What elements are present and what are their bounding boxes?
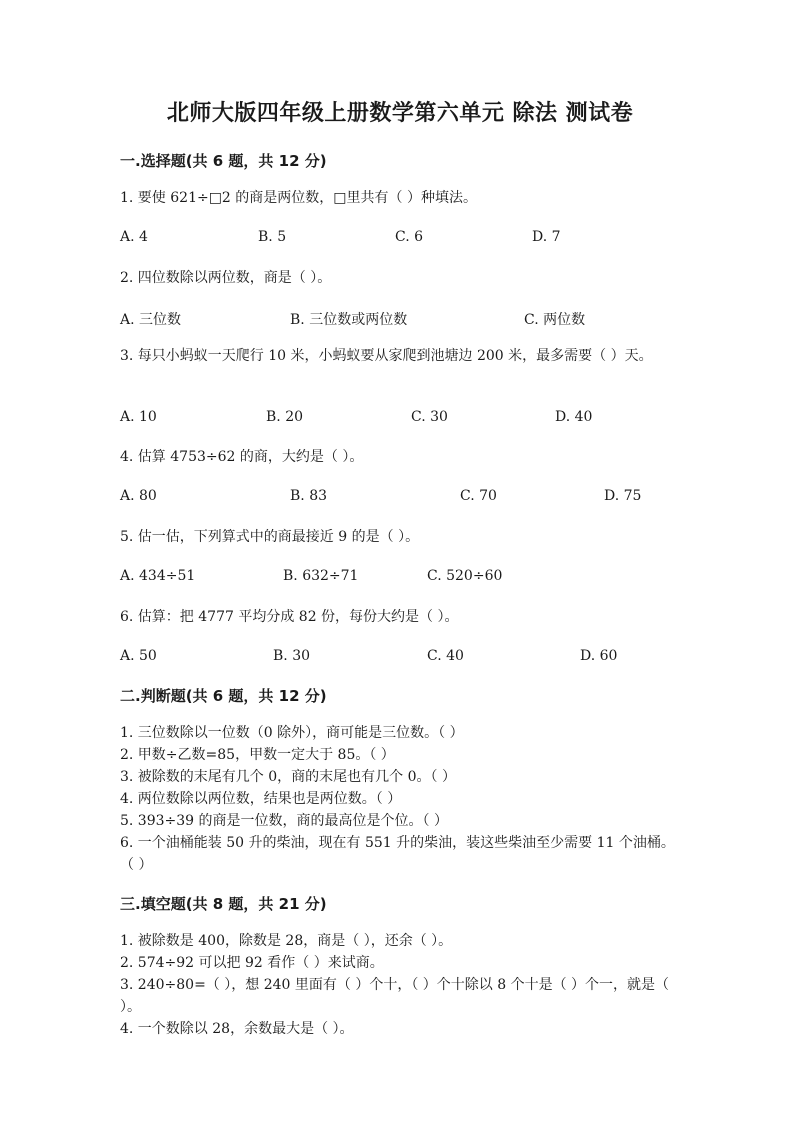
option-c: C. 40 [427, 648, 464, 664]
option-c: C. 6 [395, 229, 424, 245]
option-b: B. 632÷71 [283, 568, 359, 584]
option-b: B. 83 [290, 488, 328, 504]
judge-item-5: 5. 393÷39 的商是一位数，商的最高位是个位。（ ） [120, 813, 448, 829]
section-heading-judge: 二.判断题(共 6 题，共 12 分) [120, 687, 327, 705]
option-d: D. 40 [555, 409, 593, 425]
judge-item-6: 6. 一个油桶能装 50 升的柴油，现在有 551 升的柴油，装这些柴油至少需要 11 个油桶。（ ） [120, 835, 675, 873]
option-a: A. 10 [120, 409, 157, 425]
option-a: A. 80 [120, 488, 157, 504]
judge-item-4: 4. 两位数除以两位数，结果也是两位数。（ ） [120, 791, 402, 807]
option-c: C. 30 [411, 409, 448, 425]
option-b: B. 20 [266, 409, 304, 425]
judge-item-3: 3. 被除数的末尾有几个 0，商的末尾也有几个 0。（ ） [120, 769, 456, 785]
fill-item-4: 4. 一个数除以 28，余数最大是（ ）。 [120, 1021, 354, 1037]
option-c: C. 两位数 [524, 312, 586, 328]
question-2: 2. 四位数除以两位数，商是（ ）。 [120, 270, 332, 286]
judge-item-2: 2. 甲数÷乙数=85，甲数一定大于 85。（ ） [120, 747, 395, 763]
option-d: D. 75 [604, 488, 642, 504]
option-c: C. 70 [460, 488, 497, 504]
page-title: 北师大版四年级上册数学第六单元 除法 测试卷 [166, 101, 634, 126]
option-b: B. 30 [273, 648, 311, 664]
option-a: A. 4 [120, 229, 148, 245]
fill-item-1: 1. 被除数是 400，除数是 28，商是（ ），还余（ ）。 [120, 933, 453, 949]
fill-item-2: 2. 574÷92 可以把 92 看作（ ）来试商。 [120, 955, 384, 971]
option-a: A. 三位数 [120, 312, 182, 328]
option-c: C. 520÷60 [427, 568, 503, 584]
question-3: 3. 每只小蚂蚁一天爬行 10 米，小蚂蚁要从家爬到池塘边 200 米，最多需要（ ）天。 [120, 348, 653, 364]
option-a: A. 50 [120, 648, 157, 664]
section-heading-fill: 三.填空题(共 8 题，共 21 分) [120, 895, 327, 913]
option-d: D. 7 [532, 229, 561, 245]
question-5: 5. 估一估，下列算式中的商最接近 9 的是（ ）。 [120, 529, 420, 545]
question-4: 4. 估算 4753÷62 的商，大约是（ ）。 [120, 449, 364, 465]
option-d: D. 60 [580, 648, 618, 664]
option-b: B. 三位数或两位数 [290, 312, 408, 328]
section-heading-choice: 一.选择题(共 6 题，共 12 分) [120, 152, 327, 170]
question-1: 1. 要使 621÷□2 的商是两位数，□里共有（ ）种填法。 [120, 190, 477, 206]
question-6: 6. 估算：把 4777 平均分成 82 份，每份大约是（ ）。 [120, 609, 459, 625]
option-a: A. 434÷51 [120, 568, 196, 584]
fill-item-3: 3. 240÷80=（ ），想 240 里面有（ ）个十，（ ）个十除以 8 个十是（ ）个一，就是（ ）。 [120, 977, 670, 1015]
judge-item-1: 1. 三位数除以一位数（0 除外），商可能是三位数。（ ） [120, 725, 464, 741]
option-b: B. 5 [258, 229, 287, 245]
